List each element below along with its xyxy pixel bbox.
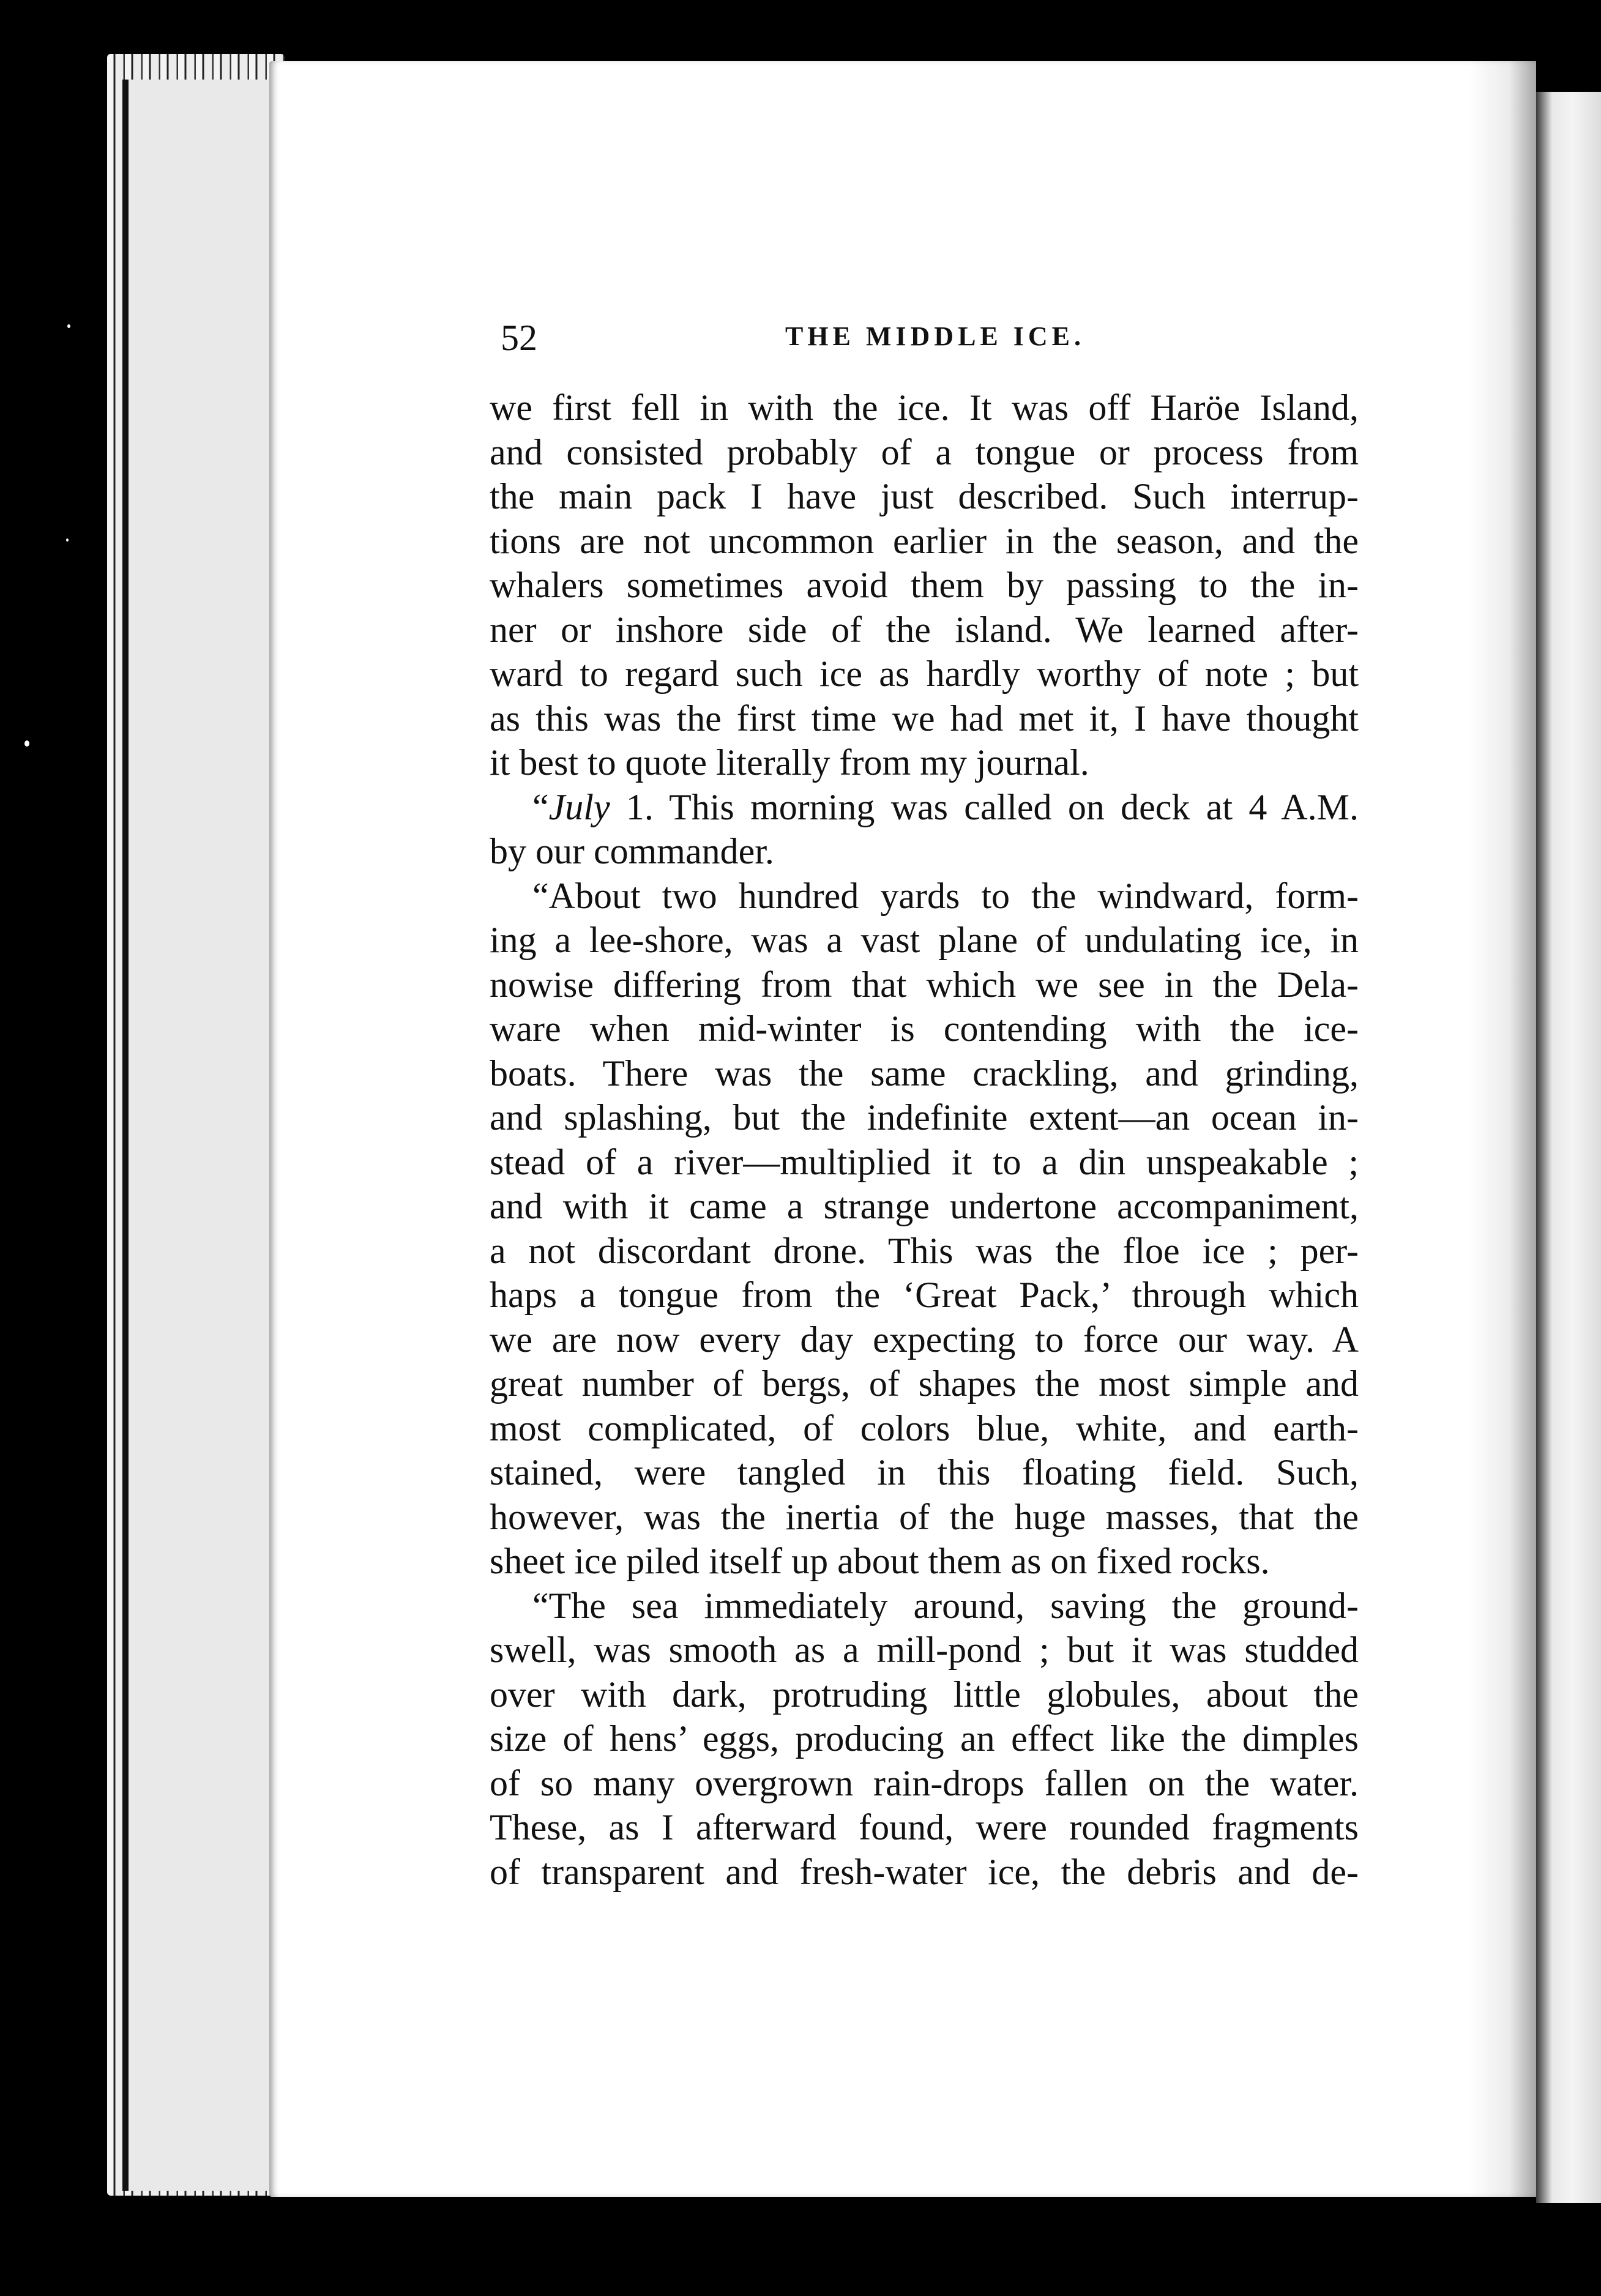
text-line: and splashing, but the indefinite extent—an ocean in- [490, 1097, 1359, 1138]
text-line: we first fell in with the ice. It was off Haröe Island, [490, 387, 1359, 428]
text-line: size of hens’ eggs, producing an effect like the dimples [490, 1718, 1359, 1759]
text-line: whalers sometimes avoid them by passing to the in- [490, 565, 1359, 605]
page-number: 52 [501, 318, 537, 358]
text-line: great number of bergs, of shapes the most simple and [490, 1363, 1359, 1404]
text-line: tions are not uncommon earlier in the season, and the [490, 520, 1359, 561]
text-line: and consisted probably of a tongue or process from [490, 431, 1359, 472]
text-line: a not discordant drone. This was the floe ice ; per- [490, 1230, 1359, 1271]
text-line: boats. There was the same crackling, and grinding, [490, 1053, 1359, 1094]
text-line: most complicated, of colors blue, white, and earth- [490, 1407, 1359, 1448]
text-line: ner or inshore side of the island. We learned after- [490, 609, 1359, 650]
text-line: of so many overgrown rain-drops fallen on the water. [490, 1762, 1359, 1803]
facing-page-edge [1536, 92, 1601, 2203]
scan-speck [66, 539, 69, 542]
text-line: nowise differing from that which we see in the Dela- [490, 964, 1359, 1005]
text-line: by our commander. [490, 831, 774, 871]
text-line-journal-date [490, 785, 1359, 830]
text-line: ing a lee-shore, was a vast plane of undulating ice, in [490, 920, 1359, 960]
scan-speck [24, 740, 29, 747]
page-header [501, 317, 1370, 360]
gutter-shadow [1469, 61, 1536, 2197]
running-head: THE MIDDLE ICE. [785, 321, 1086, 351]
text-line: of transparent and fresh-water ice, the debris and de- [490, 1851, 1359, 1892]
text-line: and with it came a strange undertone accompaniment, [490, 1186, 1359, 1226]
text-line: it best to quote literally from my journal. [490, 742, 1089, 783]
text-line: ware when mid-winter is contending with the ice- [490, 1008, 1359, 1049]
text-line: swell, was smooth as a mill-pond ; but it was studded [490, 1630, 1359, 1670]
text-line: sheet ice piled itself up about them as on fixed rocks. [490, 1541, 1270, 1581]
text-line: the main pack I have just described. Such interrup- [490, 476, 1359, 516]
text-line: over with dark, protruding little globules, about the [490, 1674, 1359, 1715]
text-line: however, was the inertia of the huge masses, that the [490, 1496, 1359, 1537]
text-line: we are now every day expecting to force our way. A [490, 1319, 1359, 1360]
open-quote: “ [532, 786, 549, 827]
text-line: stained, were tangled in this floating field. Such, [490, 1452, 1359, 1493]
text-line: “The sea immediately around, saving the ground- [532, 1585, 1359, 1626]
text-line: as this was the first time we had met it, I have thought [490, 698, 1359, 739]
date-rest: 1. This morning was called on deck at 4 A.M. [610, 786, 1359, 827]
scan-speck [67, 324, 70, 328]
text-line: haps a tongue from the ‘Great Pack,’ through which [490, 1275, 1359, 1315]
text-line: These, as I afterward found, were rounded fragments [490, 1807, 1359, 1847]
text-line: stead of a river—multiplied it to a din unspeakable ; [490, 1141, 1359, 1182]
body-text [490, 386, 1359, 1894]
date-month: July [548, 786, 610, 827]
text-line: ward to regard such ice as hardly worthy of note ; but [490, 654, 1359, 694]
text-line: “About two hundred yards to the windward, form- [532, 875, 1359, 916]
